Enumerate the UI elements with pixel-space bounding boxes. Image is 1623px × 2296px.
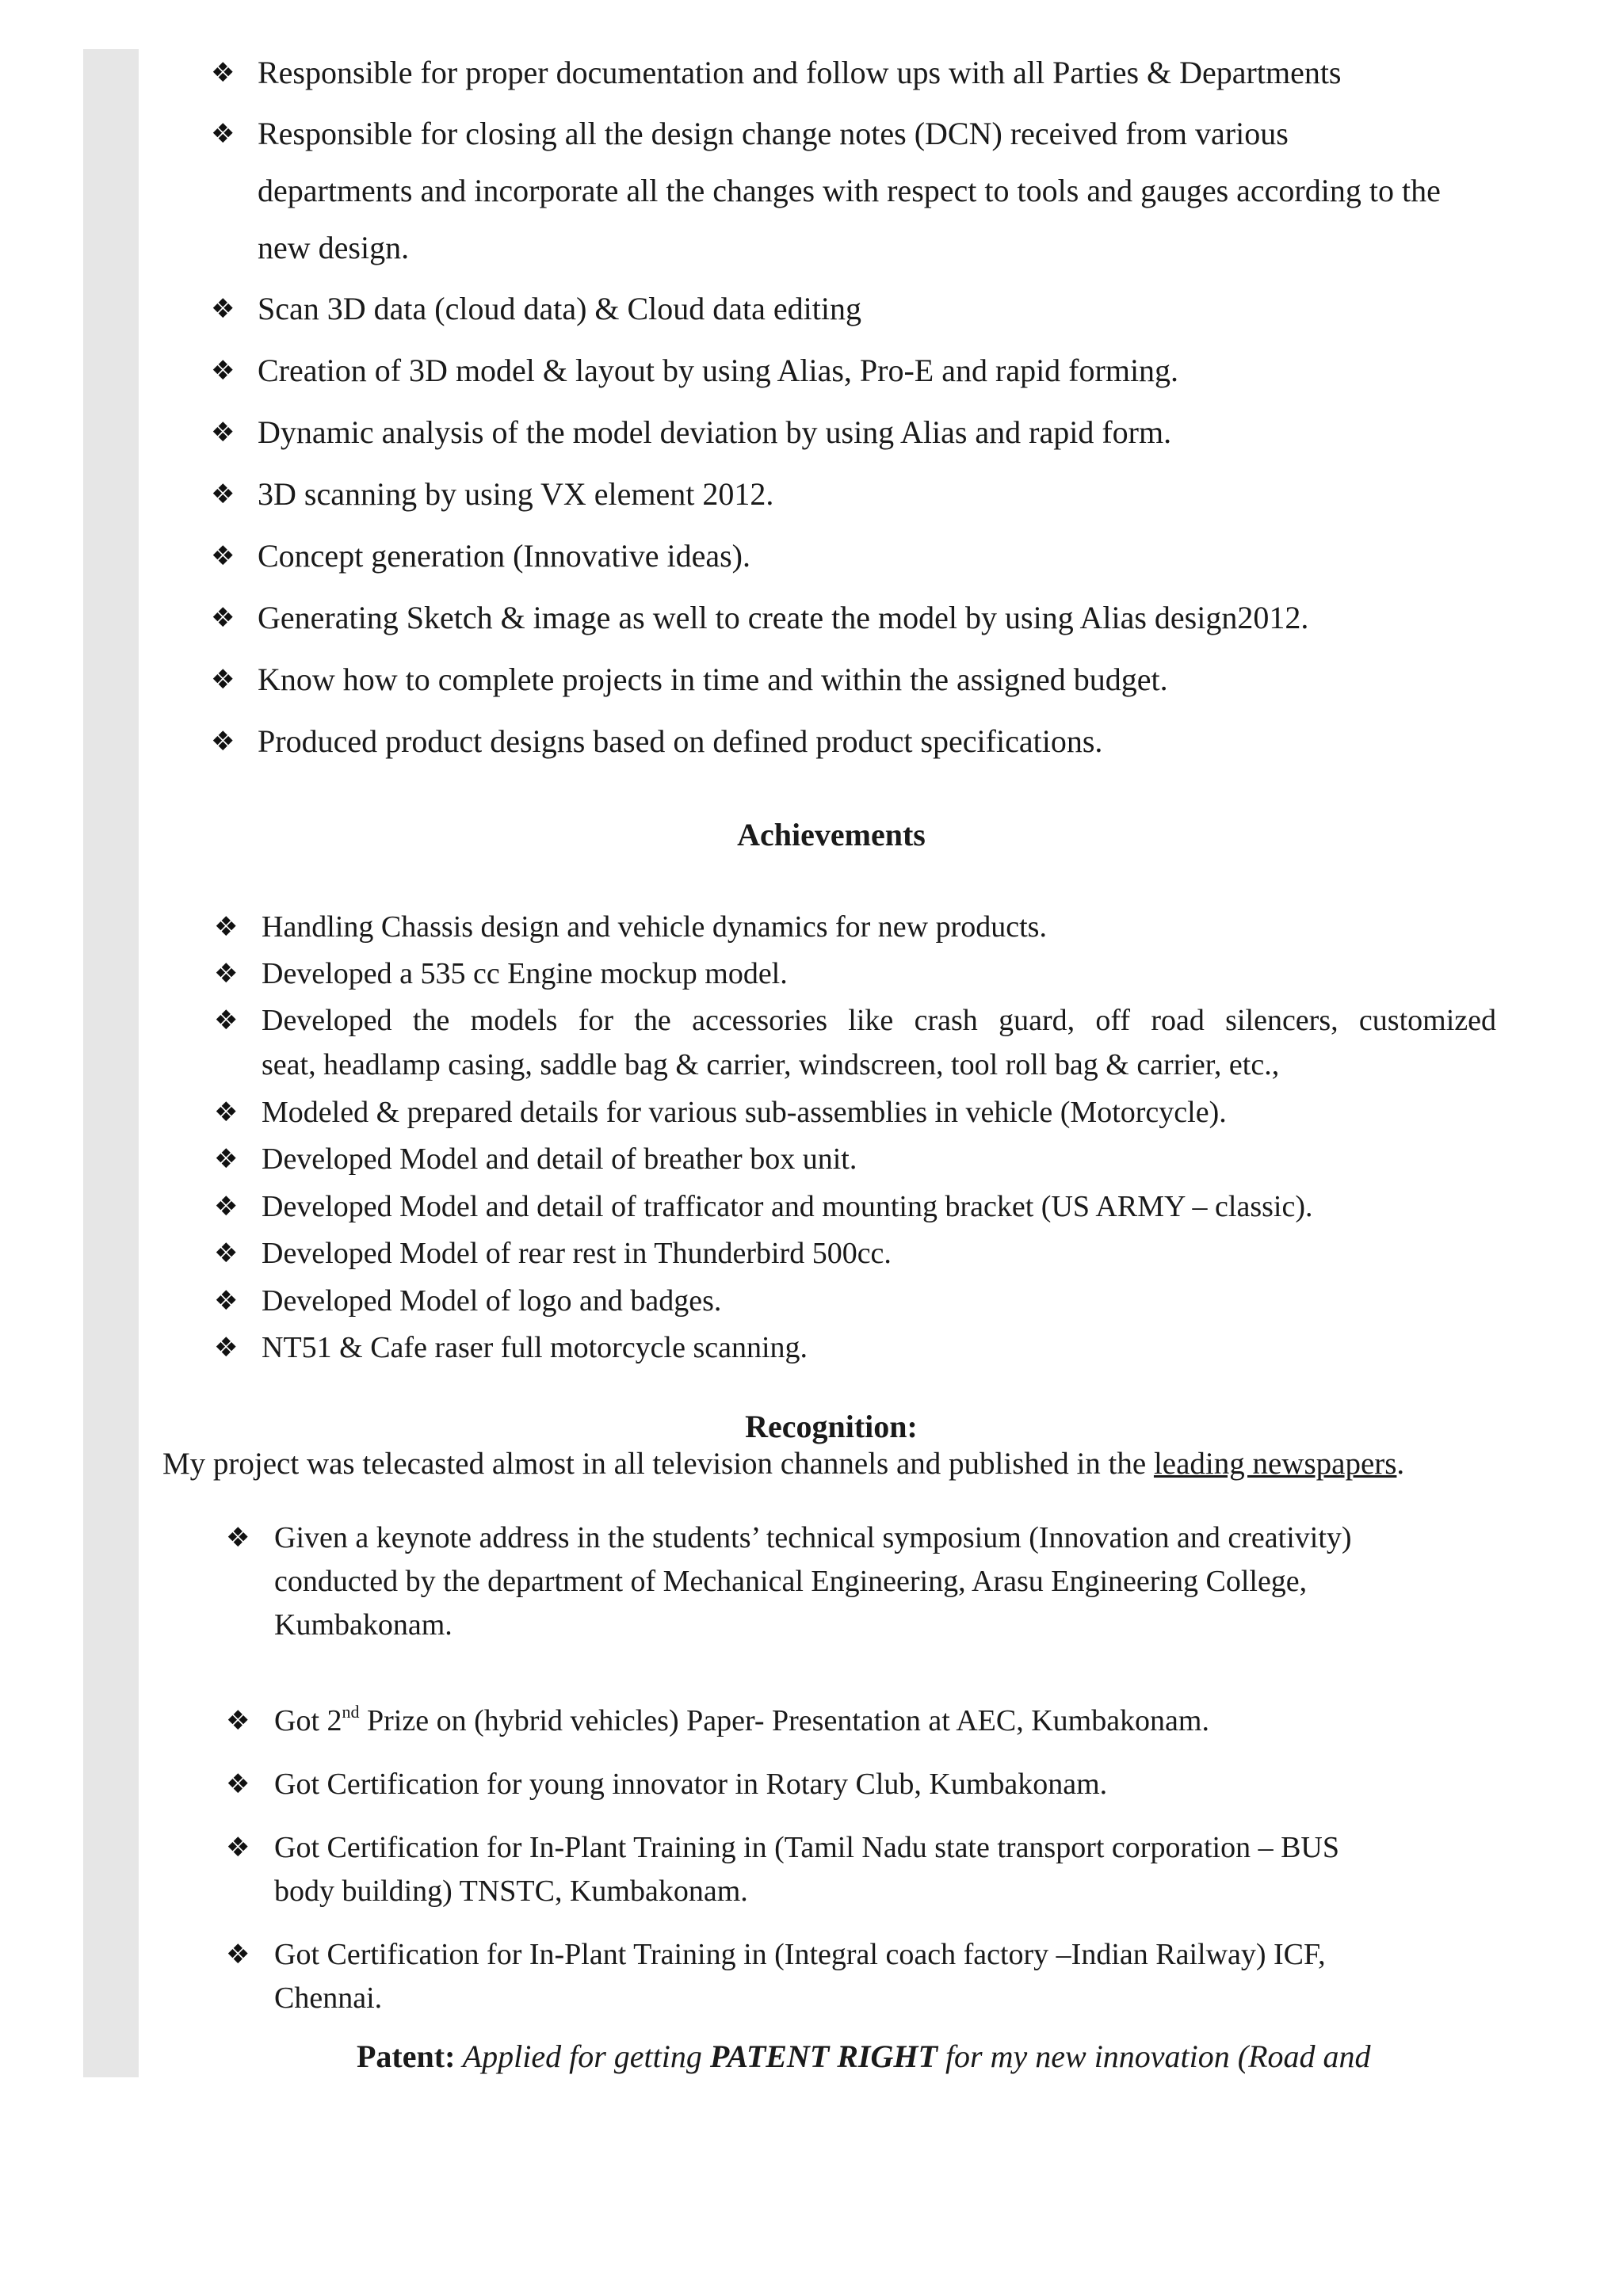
- list-item: Responsible for proper documentation and follow ups with all Parties & Departments: [258, 55, 1342, 90]
- prize-superscript: nd: [342, 1702, 360, 1722]
- bullet-icon: ❖: [214, 1097, 239, 1128]
- list-item-continuation: Kumbakonam.: [274, 1608, 453, 1642]
- bullet-icon: ❖: [214, 958, 239, 990]
- list-item: Modeled & prepared details for various sub-assemblies in vehicle (Motorcycle).: [262, 1096, 1227, 1129]
- list-item-continuation: seat, headlamp casing, saddle bag & carrier, windscreen, tool roll bag & carrier, etc.,: [262, 1048, 1280, 1081]
- left-margin-band: [83, 49, 139, 2077]
- patent-text-before: Applied for getting: [455, 2039, 710, 2074]
- list-item: Handling Chassis design and vehicle dynamics for new products.: [262, 910, 1047, 944]
- bullet-icon: ❖: [214, 1191, 239, 1222]
- list-item-continuation: new design.: [258, 230, 410, 265]
- bullet-icon: ❖: [226, 1832, 250, 1863]
- patent-right-text: PATENT RIGHT: [709, 2039, 938, 2074]
- recognition-intro-text: My project was telecasted almost in all television channels and published in the: [162, 1447, 1154, 1481]
- bullet-icon: ❖: [211, 355, 235, 387]
- list-item: Creation of 3D model & layout by using Alias, Pro-E and rapid forming.: [258, 353, 1179, 388]
- recognition-intro: [162, 1447, 1404, 1482]
- list-item-continuation: conducted by the department of Mechanical Engineering, Arasu Engineering College,: [274, 1565, 1308, 1598]
- bullet-icon: ❖: [214, 1005, 239, 1036]
- list-item-continuation: departments and incorporate all the changes with respect to tools and gauges according to the: [258, 173, 1441, 208]
- bullet-icon: ❖: [211, 479, 235, 510]
- bullet-icon: ❖: [214, 1143, 239, 1175]
- bullet-icon: ❖: [226, 1705, 250, 1737]
- bullet-icon: ❖: [211, 664, 235, 696]
- bullet-icon: ❖: [211, 540, 235, 572]
- bullet-icon: ❖: [211, 118, 235, 150]
- list-item: Responsible for closing all the design change notes (DCN) received from various: [258, 116, 1289, 151]
- list-item: Generating Sketch & image as well to create the model by using Alias design2012.: [258, 600, 1309, 635]
- bullet-icon: ❖: [226, 1522, 250, 1554]
- list-item: Developed the models for the accessories like crash guard, off road silencers, customized: [262, 1004, 1496, 1037]
- list-item: Developed Model and detail of trafficator and mounting bracket (US ARMY – classic).: [262, 1190, 1313, 1223]
- bullet-icon: ❖: [214, 1332, 239, 1363]
- recognition-intro-end: .: [1396, 1447, 1405, 1481]
- list-item: Produced product designs based on defined product specifications.: [258, 723, 1103, 759]
- bullet-icon: ❖: [211, 602, 235, 634]
- list-item: Developed Model of logo and badges.: [262, 1284, 722, 1318]
- list-item: Scan 3D data (cloud data) & Cloud data editing: [258, 291, 862, 326]
- list-item: Got Certification for young innovator in Rotary Club, Kumbakonam.: [274, 1768, 1108, 1801]
- list-item: Developed Model and detail of breather box unit.: [262, 1142, 857, 1176]
- patent-line: [357, 2039, 1371, 2074]
- recognition-heading: Recognition:: [745, 1409, 918, 1444]
- list-item: NT51 & Cafe raser full motorcycle scanning.: [262, 1331, 808, 1364]
- bullet-icon: ❖: [214, 1285, 239, 1317]
- prize-prefix: Got 2: [274, 1704, 342, 1737]
- bullet-icon: ❖: [211, 726, 235, 757]
- patent-label: Patent:: [357, 2039, 456, 2074]
- list-item: Given a keynote address in the students’ technical symposium (Innovation and creativity): [274, 1521, 1352, 1554]
- prize-suffix: Prize on (hybrid vehicles) Paper- Presentation at AEC, Kumbakonam.: [359, 1704, 1209, 1737]
- list-item: Got Certification for In-Plant Training in (Tamil Nadu state transport corporation – BUS: [274, 1831, 1340, 1864]
- bullet-icon: ❖: [226, 1939, 250, 1970]
- list-item: Developed a 535 cc Engine mockup model.: [262, 957, 788, 990]
- list-item: Concept generation (Innovative ideas).: [258, 538, 750, 574]
- list-item-continuation: body building) TNSTC, Kumbakonam.: [274, 1875, 748, 1908]
- newspapers-link: leading newspapers: [1153, 1447, 1397, 1481]
- bullet-icon: ❖: [214, 1238, 239, 1269]
- bullet-icon: ❖: [214, 911, 239, 943]
- bullet-icon: ❖: [211, 417, 235, 448]
- achievements-heading: Achievements: [737, 817, 926, 852]
- list-item: Developed Model of rear rest in Thunderbird 500cc.: [262, 1237, 892, 1270]
- patent-text-after: for my new innovation (Road and: [937, 2039, 1371, 2074]
- list-item-continuation: Chennai.: [274, 1981, 383, 2015]
- list-item-prize: [274, 1703, 1209, 1738]
- list-item: Know how to complete projects in time and within the assigned budget.: [258, 662, 1168, 697]
- list-item: Got Certification for In-Plant Training in (Integral coach factory –Indian Railway) ICF,: [274, 1938, 1326, 1971]
- list-item: 3D scanning by using VX element 2012.: [258, 476, 774, 512]
- bullet-icon: ❖: [226, 1768, 250, 1800]
- bullet-icon: ❖: [211, 293, 235, 325]
- list-item: Dynamic analysis of the model deviation by using Alias and rapid form.: [258, 414, 1172, 450]
- bullet-icon: ❖: [211, 57, 235, 89]
